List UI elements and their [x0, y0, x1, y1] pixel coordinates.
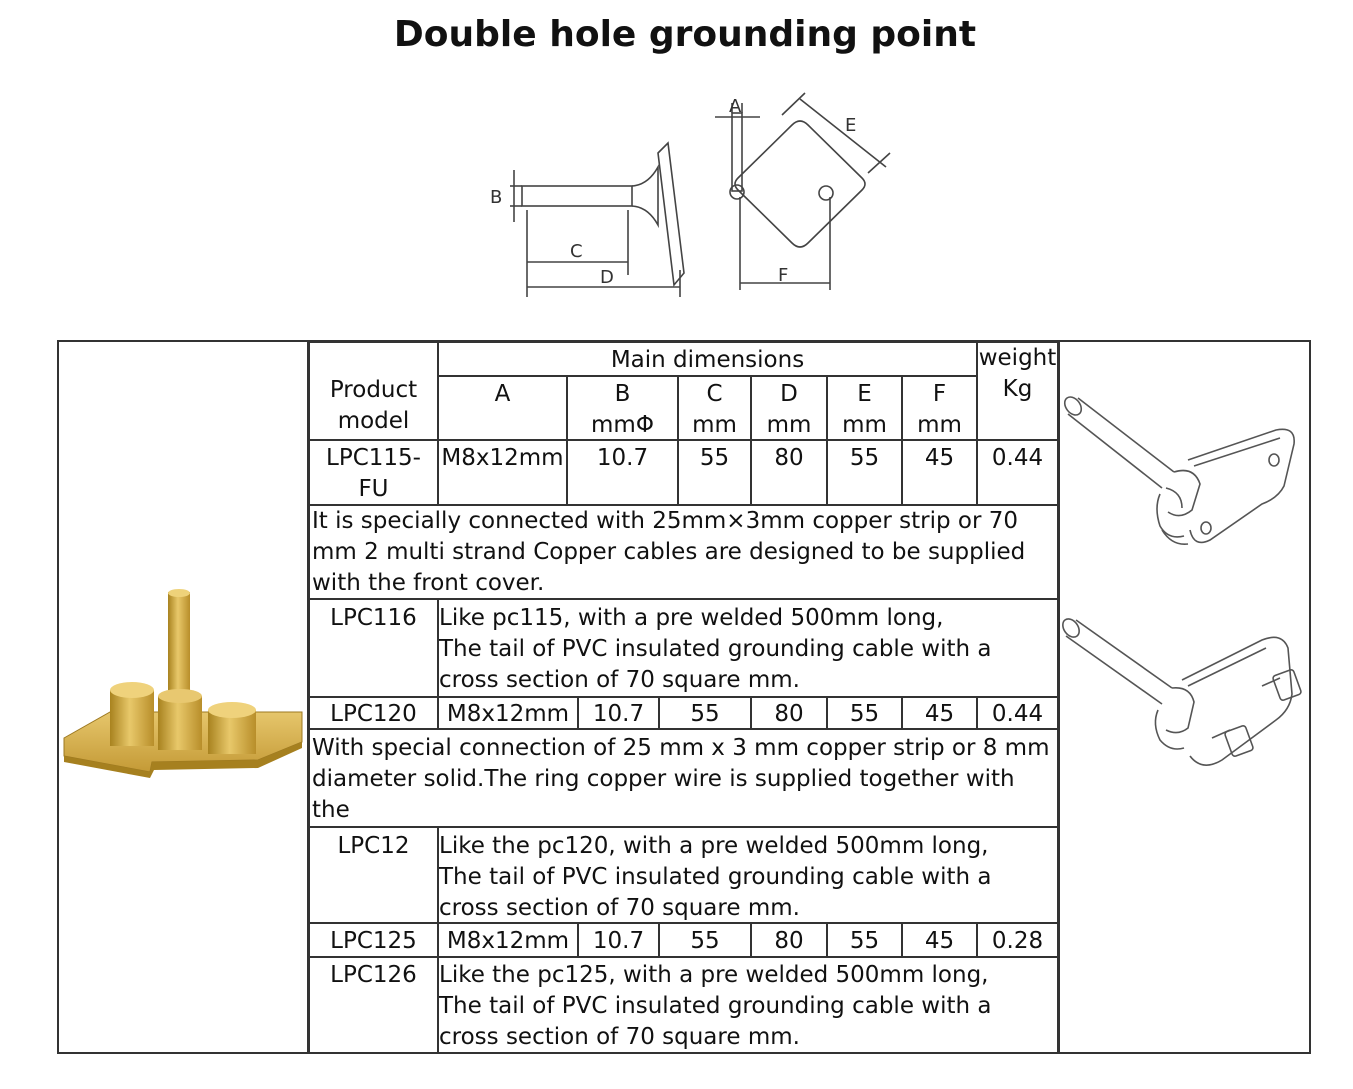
row2-description: Like pc115, with a pre welded 500mm long, The tail of PVC insulated grounding cable with a cross section of 70 square mm.: [437, 598, 1059, 698]
header-col-a: A: [437, 375, 568, 441]
grounding-point-drawing-1: [1062, 380, 1307, 580]
row4-description: Like the pc120, with a pre welded 500mm long, The tail of PVC insulated grounding cable with a cross section of 70 square mm.: [437, 826, 1059, 924]
hole-right: [819, 186, 833, 200]
row5-a: M8x12mm: [437, 922, 579, 958]
label-c: C: [570, 241, 583, 262]
row3-e: 55: [826, 696, 903, 730]
hole-left: [730, 185, 744, 199]
label-f: F: [778, 265, 789, 286]
rod-side-view: [522, 186, 632, 206]
row3-b: 10.7: [577, 696, 660, 730]
row5-model: LPC125: [308, 922, 439, 958]
row6-model: LPC126: [308, 956, 439, 1054]
row1-d: 80: [750, 439, 828, 506]
header-col-e: E mm: [826, 375, 903, 441]
row5-c: 55: [658, 922, 752, 958]
row1-c: 55: [677, 439, 752, 506]
plate-side-view: [658, 143, 684, 285]
row5-e: 55: [826, 922, 903, 958]
brass-grounding-point-photo: [62, 588, 304, 808]
label-e: E: [845, 115, 857, 136]
flare-side-view: [632, 167, 658, 225]
row3-weight: 0.44: [976, 696, 1059, 730]
row1-a: M8x12mm: [437, 439, 568, 506]
row1-weight: 0.44: [976, 439, 1059, 506]
row1-b: 10.7: [566, 439, 679, 506]
row6-description: Like the pc125, with a pre welded 500mm long, The tail of PVC insulated grounding cable with a cross section of 70 square mm.: [437, 956, 1059, 1054]
row4-model: LPC12: [308, 826, 439, 924]
row3-f: 45: [901, 696, 978, 730]
row5-b: 10.7: [577, 922, 660, 958]
header-col-c: C mm: [677, 375, 752, 441]
row5-weight: 0.28: [976, 922, 1059, 958]
grounding-point-drawing-2: [1062, 610, 1307, 785]
label-b: B: [490, 187, 503, 208]
label-d: D: [600, 267, 614, 288]
row5-d: 80: [750, 922, 828, 958]
row1-e: 55: [826, 439, 903, 506]
row3-model: LPC120: [308, 696, 439, 730]
plate-front-view: [735, 121, 865, 247]
note1: It is specially connected with 25mm×3mm copper strip or 70 mm 2 multi strand Copper cables are designed to be supplied with the front cover.: [308, 504, 1059, 600]
header-main-dimensions: Main dimensions: [437, 341, 978, 377]
header-weight: weight Kg: [976, 341, 1059, 441]
header-col-f: F mm: [901, 375, 978, 441]
row3-d: 80: [750, 696, 828, 730]
row2-model: LPC116: [308, 598, 439, 698]
row3-a: M8x12mm: [437, 696, 579, 730]
page-title: Double hole grounding point: [393, 14, 977, 55]
row3-c: 55: [658, 696, 752, 730]
header-col-d: D mm: [750, 375, 828, 441]
dimension-diagram: [470, 85, 910, 315]
row1-model: LPC115- FU: [308, 439, 439, 506]
row5-f: 45: [901, 922, 978, 958]
header-col-b: B mmΦ: [566, 375, 679, 441]
row1-f: 45: [901, 439, 978, 506]
label-a: A: [729, 96, 742, 117]
header-product-model: Product model: [308, 341, 439, 441]
note2: With special connection of 25 mm x 3 mm copper strip or 8 mm diameter solid.The ring copper wire is supplied together with the: [308, 728, 1059, 828]
